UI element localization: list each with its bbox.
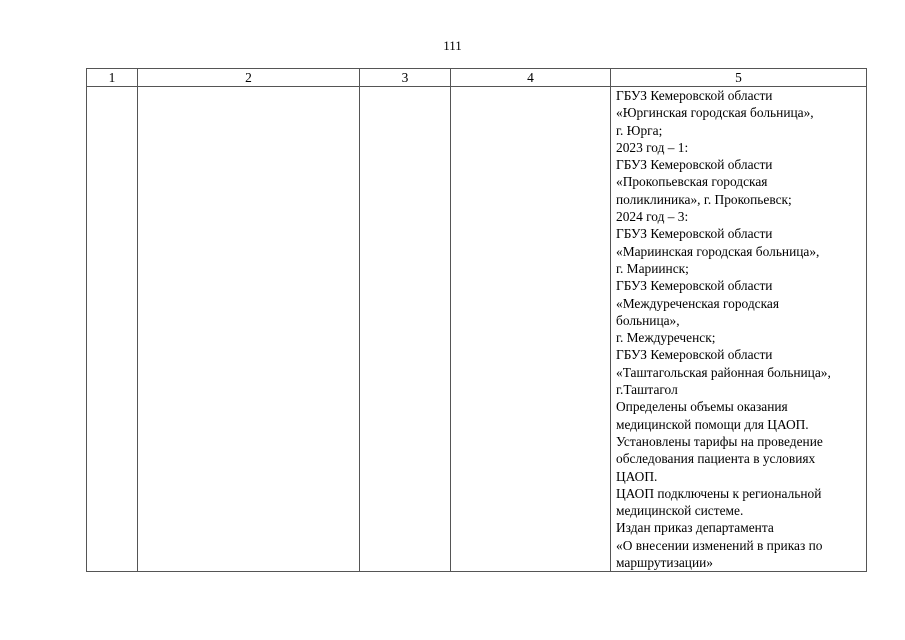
table-cell-col2 bbox=[138, 87, 360, 572]
text-line: медицинской помощи для ЦАОП. bbox=[616, 416, 809, 432]
text-line: ГБУЗ Кемеровской области bbox=[616, 347, 773, 363]
text-line: маршрутизации» bbox=[616, 555, 713, 571]
table-cell-col4 bbox=[451, 87, 611, 572]
text-line: медицинской системе. bbox=[616, 503, 744, 519]
text-line: «Прокопьевская городская bbox=[616, 174, 768, 190]
text-line: ГБУЗ Кемеровской области bbox=[616, 226, 773, 242]
text-line: «Юргинская городская больница», bbox=[616, 105, 814, 121]
text-line: поликлиника», г. Прокопьевск; bbox=[616, 191, 792, 207]
table-cell-col3 bbox=[360, 87, 451, 572]
text-line: «Мариинская городская больница», bbox=[616, 243, 820, 259]
text-line: г. Мариинск; bbox=[616, 260, 689, 276]
text-line: ГБУЗ Кемеровской области bbox=[616, 88, 773, 103]
text-line: г.Таштагол bbox=[616, 382, 678, 398]
page-number: 111 bbox=[443, 38, 462, 53]
text-line: г. Юрга; bbox=[616, 122, 663, 138]
column-header-1: 1 bbox=[87, 69, 138, 87]
document-table bbox=[86, 68, 867, 572]
column-header-3: 3 bbox=[360, 69, 451, 87]
text-line: «Таштагольская районная больница», bbox=[616, 364, 831, 380]
text-line: 2023 год – 1: bbox=[616, 139, 689, 155]
table-cell-col5 bbox=[611, 87, 867, 572]
text-line: ГБУЗ Кемеровской области bbox=[616, 278, 773, 294]
text-line: Определены объемы оказания bbox=[616, 399, 788, 415]
text-line: 2024 год – 3: bbox=[616, 209, 689, 225]
table-header-row bbox=[87, 69, 867, 87]
column-header-4: 4 bbox=[451, 69, 611, 87]
text-line: «Междуреченская городская bbox=[616, 295, 779, 311]
table-cell-col1 bbox=[87, 87, 138, 572]
text-line: Установлены тарифы на проведение bbox=[616, 433, 823, 449]
text-line: ЦАОП. bbox=[616, 468, 658, 484]
column-header-2: 2 bbox=[138, 69, 360, 87]
text-line: обследования пациента в условиях bbox=[616, 451, 816, 467]
table-row bbox=[87, 87, 867, 572]
text-line: больница», bbox=[616, 312, 680, 328]
text-line: ЦАОП подключены к региональной bbox=[616, 485, 822, 501]
text-line: «О внесении изменений в приказ по bbox=[616, 537, 823, 553]
text-line: ГБУЗ Кемеровской области bbox=[616, 157, 773, 173]
text-line: Издан приказ департамента bbox=[616, 520, 774, 536]
column-header-5: 5 bbox=[611, 69, 867, 87]
text-line: г. Междуреченск; bbox=[616, 330, 716, 346]
